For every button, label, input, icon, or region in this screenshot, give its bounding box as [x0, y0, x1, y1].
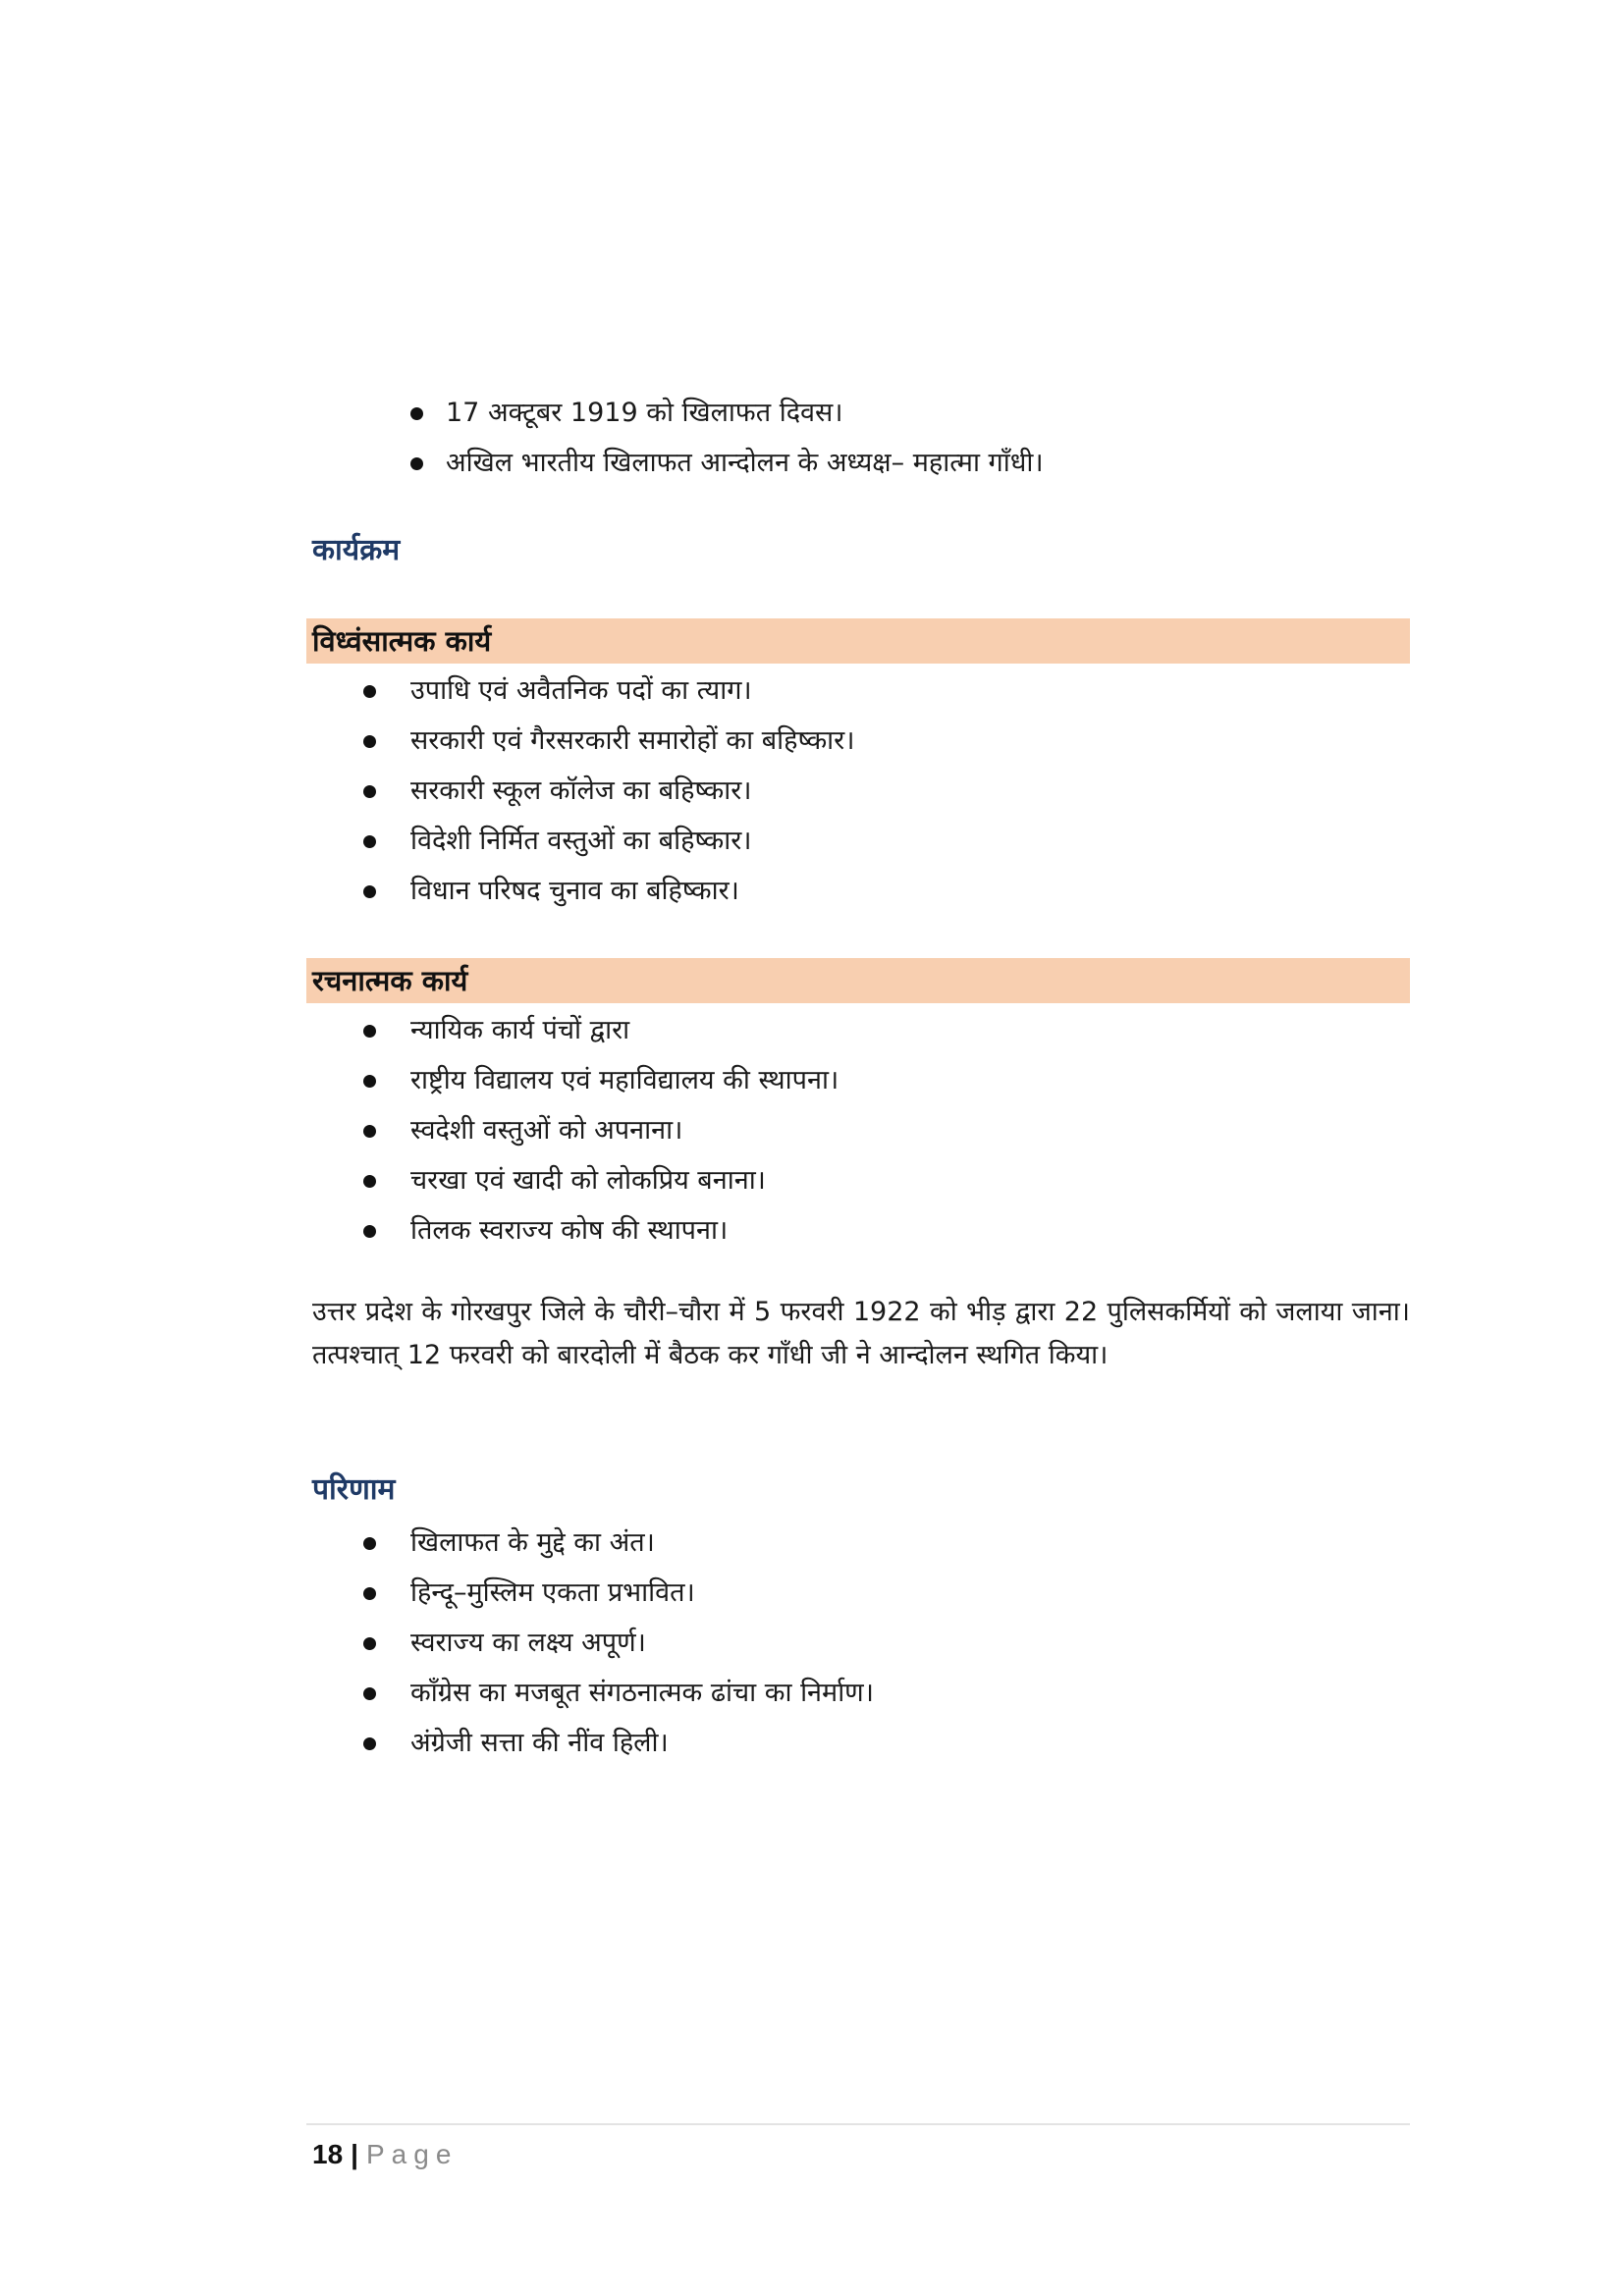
- list-item: सरकारी स्कूल कॉलेज का बहिष्कार।: [359, 766, 1341, 816]
- list-item: राष्ट्रीय विद्यालय एवं महाविद्यालय की स्थापना।: [359, 1055, 1341, 1105]
- constructive-section-title: रचनात्मक कार्य: [312, 964, 468, 997]
- destructive-section-band: [306, 618, 1410, 664]
- list-item: अखिल भारतीय खिलाफत आन्दोलन के अध्यक्ष– महात्मा गाँधी।: [403, 438, 1384, 488]
- list-item: स्वदेशी वस्तुओं को अपनाना।: [359, 1105, 1341, 1155]
- list-item: तिलक स्वराज्य कोष की स्थापना।: [359, 1205, 1341, 1255]
- list-item: कॉंग्रेस का मजबूत संगठनात्मक ढांचा का निर्माण।: [359, 1668, 1341, 1718]
- list-item: चरखा एवं खादी को लोकप्रिय बनाना।: [359, 1155, 1341, 1205]
- destructive-section-title: विध्वंसात्मक कार्य: [312, 624, 492, 658]
- list-item: विदेशी निर्मित वस्तुओं का बहिष्कार।: [359, 816, 1341, 866]
- list-item: 17 अक्टूबर 1919 को खिलाफत दिवस।: [403, 388, 1384, 438]
- chauri-chaura-paragraph: उत्तर प्रदेश के गोरखपुर जिले के चौरी–चौरा में 5 फरवरी 1922 को भीड़ द्वारा 22 पुलिसकर्मियों को जलाया जाना। तत्पश्चात् 12 फरवरी को बारदोली में बैठक कर गाँधी जी ने आन्दोलन स्थगित किया।: [312, 1297, 1410, 1370]
- list-item: न्यायिक कार्य पंचों द्वारा: [359, 1005, 1341, 1055]
- page-footer: [312, 2135, 458, 2174]
- constructive-list: [359, 1005, 1341, 1255]
- page-number: 18: [312, 2139, 344, 2169]
- list-item: खिलाफत के मुद्दे का अंत।: [359, 1518, 1341, 1568]
- list-item: विधान परिषद चुनाव का बहिष्कार।: [359, 866, 1341, 916]
- list-item: स्वराज्य का लक्ष्य अपूर्ण।: [359, 1618, 1341, 1668]
- program-heading: कार्यक्रम: [312, 533, 401, 567]
- list-item: हिन्दू–मुस्लिम एकता प्रभावित।: [359, 1568, 1341, 1618]
- footer-divider: [306, 2123, 1410, 2125]
- result-list: [359, 1518, 1341, 1768]
- list-item: अंग्रेजी सत्ता की नींव हिली।: [359, 1718, 1341, 1768]
- page-label: Page: [366, 2139, 459, 2169]
- list-item: सरकारी एवं गैरसरकारी समारोहों का बहिष्कार।: [359, 716, 1341, 766]
- footer-separator: |: [351, 2139, 358, 2169]
- result-heading: परिणाम: [312, 1472, 396, 1507]
- destructive-list: [359, 666, 1341, 916]
- constructive-section-band: [306, 958, 1410, 1003]
- intro-bullet-list: [403, 388, 1384, 488]
- list-item: उपाधि एवं अवैतनिक पदों का त्याग।: [359, 666, 1341, 716]
